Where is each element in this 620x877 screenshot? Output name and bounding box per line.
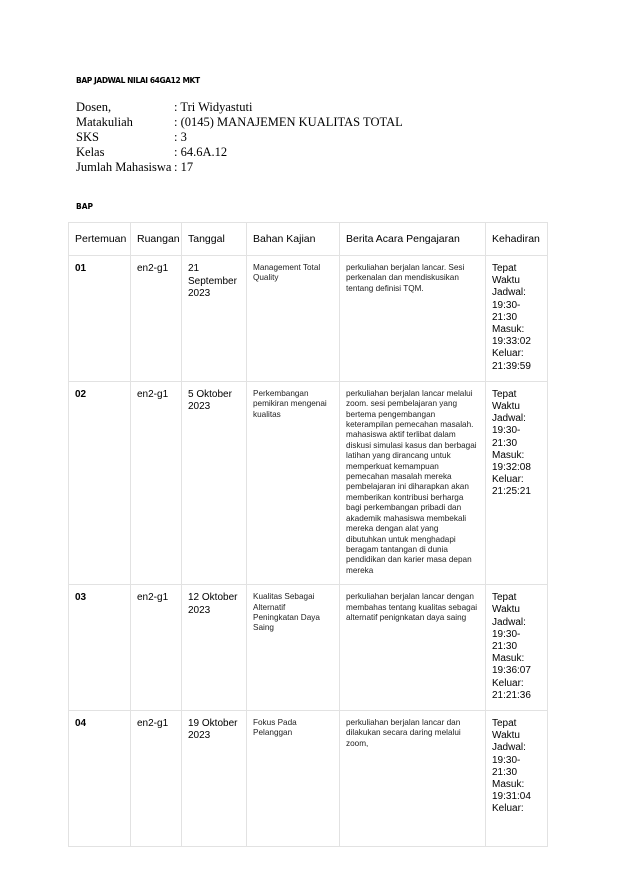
cell-pertemuan: 01 bbox=[69, 256, 131, 382]
info-row-jumlah-mahasiswa bbox=[76, 160, 403, 175]
cell-berita-acara: perkuliahan berjalan lancar dan dilakukan secara daring melalui zoom, bbox=[340, 710, 486, 846]
info-label: Jumlah Mahasiswa bbox=[76, 160, 172, 174]
header-berita-acara: Berita Acara Pengajaran bbox=[340, 223, 486, 256]
header-ruangan: Ruangan bbox=[131, 223, 182, 256]
cell-kehadiran: Tepat Waktu Jadwal: 19:30-21:30 Masuk: 19:31:04 Keluar: bbox=[486, 710, 548, 846]
cell-berita-acara: perkuliahan berjalan lancar melalui zoom. sesi pembelajaran yang bertema pengembangan keterampilan pemecahan masalah. mahasiswa aktif terlibat dalam diskusi simulasi kasus dan berbagai latihan yang dirancang untuk memperkuat kemampuan pemecahan masalah mereka pembelajaran ini diharapkan akan memberikan kontribusi berharga bagi perkembangan pribadi dan akademik mahasiswa membekali mereka dengan alat yang dibutuhkan untuk menghadapi beragam tantangan di dunia pendidikan dan karier masa depan mereka bbox=[340, 381, 486, 584]
cell-bahan-kajian: Perkembangan pemikiran mengenai kualitas bbox=[247, 381, 340, 584]
info-value: : 64.6A.12 bbox=[174, 145, 228, 159]
cell-berita-acara: perkuliahan berjalan lancar. Sesi perkenalan dan mendiskusikan tentang definisi TQM. bbox=[340, 256, 486, 382]
cell-ruangan: en2-g1 bbox=[131, 381, 182, 584]
section-label: BAP bbox=[76, 202, 94, 211]
cell-tanggal: 12 Oktober 2023 bbox=[182, 585, 247, 711]
header-kehadiran: Kehadiran bbox=[486, 223, 548, 256]
info-value: : Tri Widyastuti bbox=[174, 100, 253, 114]
bap-table-wrapper bbox=[68, 222, 547, 815]
cell-pertemuan: 04 bbox=[69, 710, 131, 846]
info-label: Dosen, bbox=[76, 100, 112, 114]
cell-berita-acara: perkuliahan berjalan lancar dengan membahas tentang kualitas sebagai alternatif penignkatan daya saing bbox=[340, 585, 486, 711]
document-title: BAP JADWAL NILAI 64GA12 MKT bbox=[76, 76, 200, 85]
info-label: Matakuliah bbox=[76, 115, 133, 129]
table-row bbox=[69, 710, 548, 846]
cell-kehadiran: Tepat Waktu Jadwal: 19:30-21:30 Masuk: 19:36:07 Keluar: 21:21:36 bbox=[486, 585, 548, 711]
header-pertemuan: Pertemuan bbox=[69, 223, 131, 256]
header-bahan-kajian: Bahan Kajian bbox=[247, 223, 340, 256]
info-row-matakuliah bbox=[76, 115, 403, 130]
cell-kehadiran: Tepat Waktu Jadwal: 19:30-21:30 Masuk: 19:32:08 Keluar: 21:25:21 bbox=[486, 381, 548, 584]
info-value: : 3 bbox=[174, 130, 187, 144]
cell-tanggal: 5 Oktober 2023 bbox=[182, 381, 247, 584]
cell-pertemuan: 03 bbox=[69, 585, 131, 711]
cell-bahan-kajian: Management Total Quality bbox=[247, 256, 340, 382]
cell-kehadiran: Tepat Waktu Jadwal: 19:30-21:30 Masuk: 19:33:02 Keluar: 21:39:59 bbox=[486, 256, 548, 382]
header-tanggal: Tanggal bbox=[182, 223, 247, 256]
info-label: Kelas bbox=[76, 145, 105, 159]
table-row bbox=[69, 381, 548, 584]
info-value: : 17 bbox=[174, 160, 194, 174]
table-row bbox=[69, 585, 548, 711]
table-row bbox=[69, 256, 548, 382]
cell-tanggal: 19 Oktober 2023 bbox=[182, 710, 247, 846]
table-header-row bbox=[69, 223, 548, 256]
info-row-kelas bbox=[76, 145, 403, 160]
cell-ruangan: en2-g1 bbox=[131, 710, 182, 846]
course-info bbox=[76, 100, 403, 175]
info-row-sks bbox=[76, 130, 403, 145]
cell-pertemuan: 02 bbox=[69, 381, 131, 584]
info-label: SKS bbox=[76, 130, 99, 144]
bap-table bbox=[68, 222, 548, 847]
info-row-dosen bbox=[76, 100, 403, 115]
cell-bahan-kajian: Kualitas Sebagai Alternatif Peningkatan Daya Saing bbox=[247, 585, 340, 711]
cell-ruangan: en2-g1 bbox=[131, 256, 182, 382]
cell-bahan-kajian: Fokus Pada Pelanggan bbox=[247, 710, 340, 846]
info-value: : (0145) MANAJEMEN KUALITAS TOTAL bbox=[174, 115, 403, 129]
cell-tanggal: 21 September 2023 bbox=[182, 256, 247, 382]
cell-ruangan: en2-g1 bbox=[131, 585, 182, 711]
